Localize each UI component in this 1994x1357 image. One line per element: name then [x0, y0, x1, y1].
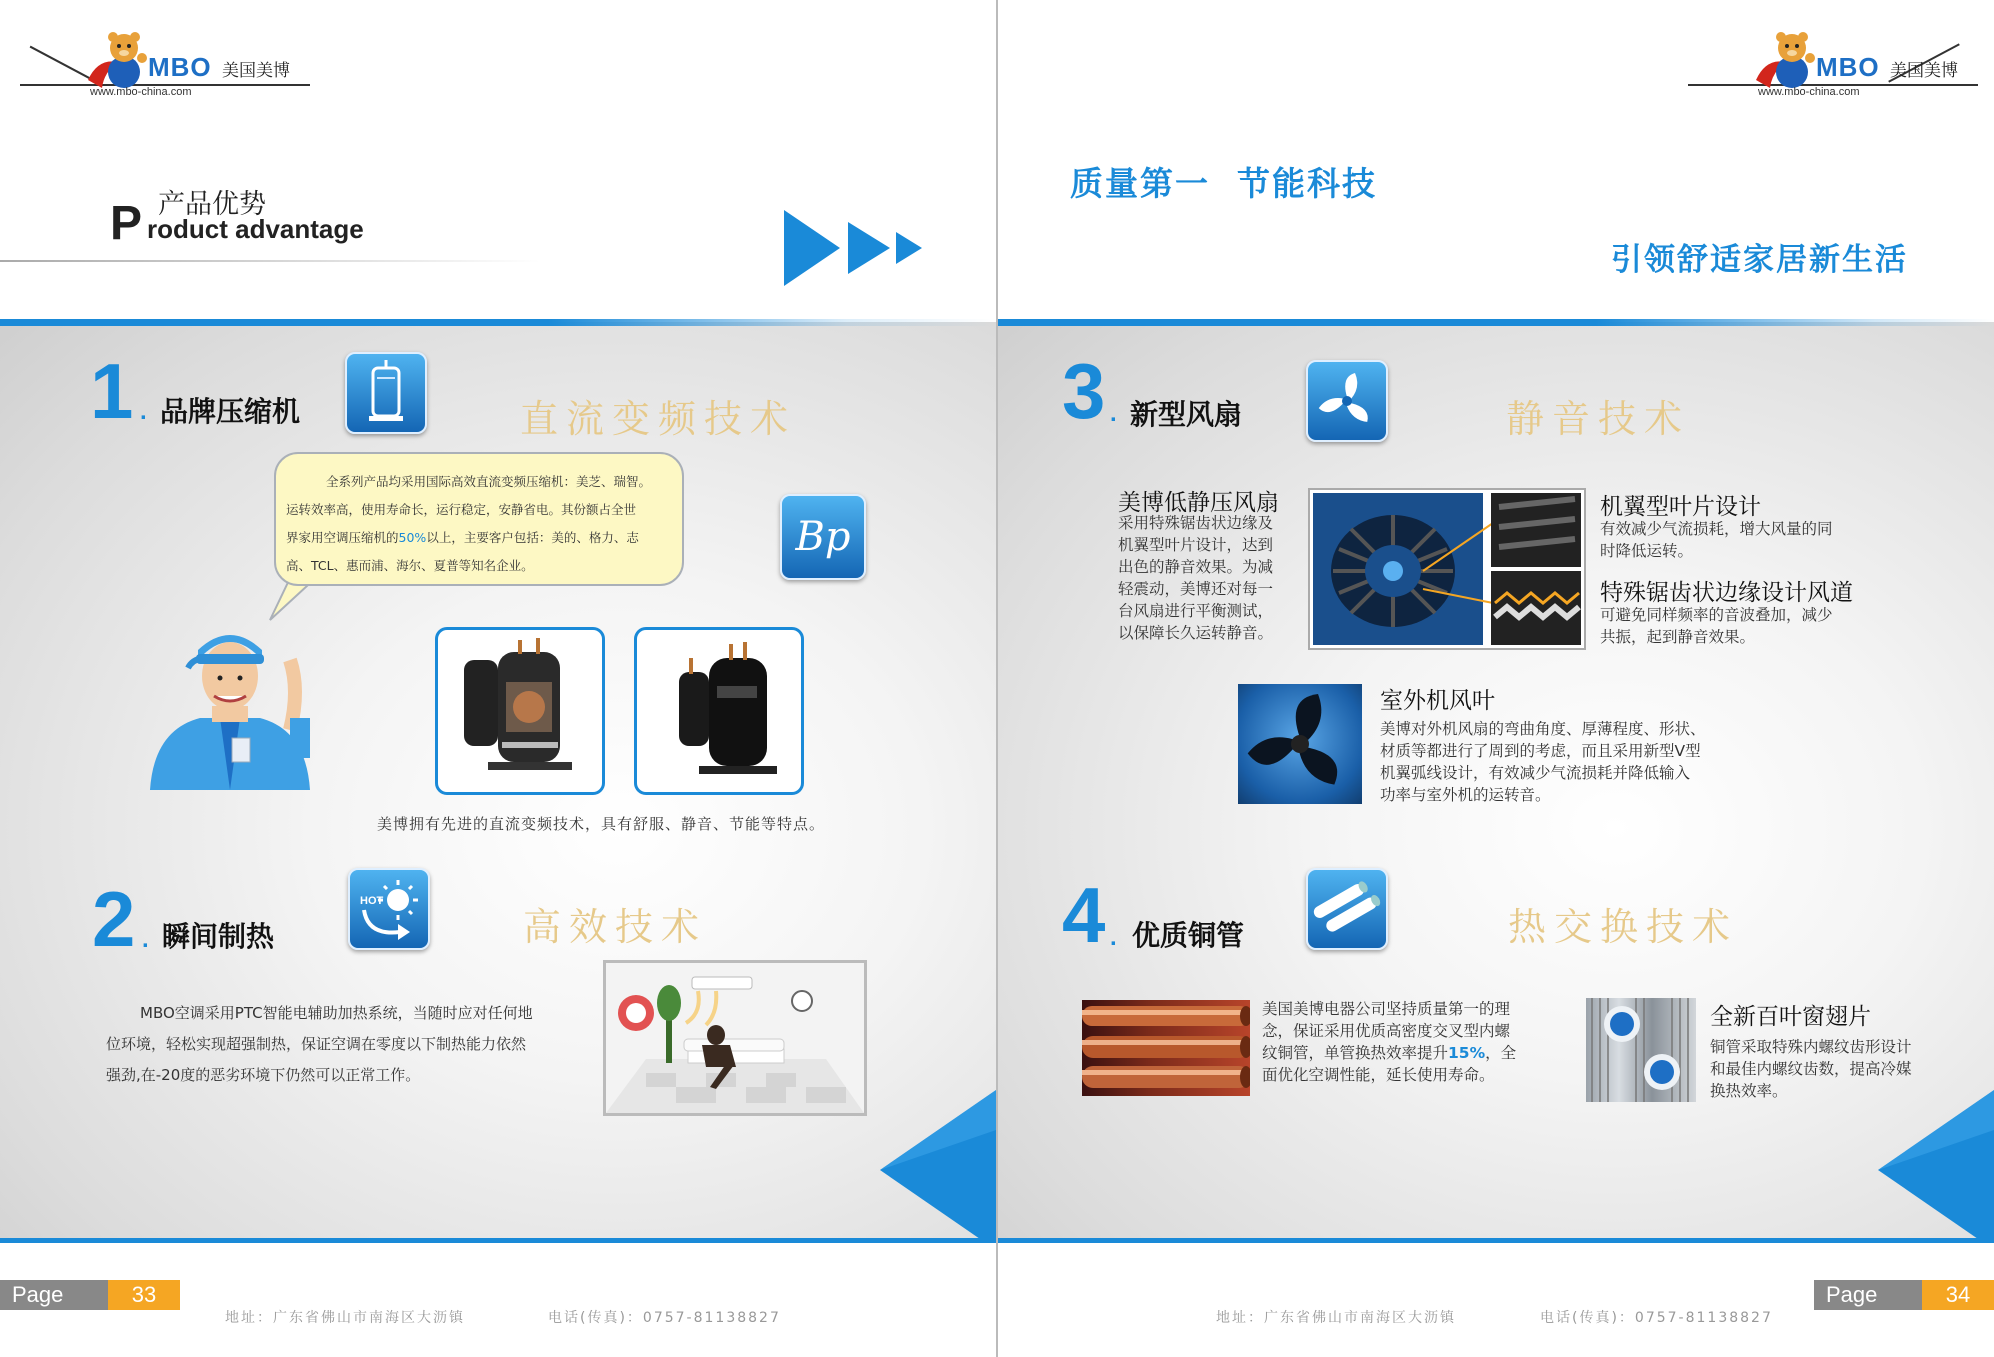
fan-photo-composite	[1308, 488, 1586, 650]
page-word: Page	[0, 1280, 108, 1310]
section-4-number: 4	[1062, 871, 1106, 959]
bear-mascot-icon	[84, 28, 152, 92]
section-2-tech: 高效技术	[523, 905, 708, 949]
section-1-tech: 直流变频技术	[520, 397, 797, 441]
bubble-line-2: 运转效率高，使用寿命长，运行稳定，安静省电。其份额占全世	[286, 502, 637, 517]
compressor-photo-2	[634, 627, 804, 795]
section-1-dot: .	[140, 398, 147, 425]
copper-description: 美国美博电器公司坚持质量第一的理 念，保证采用优质高密度交叉型内螺 纹铜管，单管换热效率提升15%，全 面优化空调性能，延长使用寿命。	[1262, 1000, 1517, 1084]
copper-pipe-icon	[1306, 868, 1388, 950]
section-3-tech: 静音技术	[1506, 397, 1691, 441]
section-2-title: 瞬间制热	[162, 920, 275, 953]
fins-title: 全新百叶窗翅片	[1710, 1004, 1871, 1030]
section-4-tech: 热交换技术	[1508, 905, 1739, 949]
header-divider	[0, 319, 996, 326]
serrated-title: 特殊锯齿状边缘设计风道	[1600, 580, 1853, 606]
footer-address: 地址：广东省佛山市南海区大沥镇	[225, 1310, 465, 1326]
footer-phone: 电话(传真)：0757-81138827	[548, 1310, 781, 1326]
bubble-line-3: 界家用空调压缩机的50%以上，主要客户包括：美的、格力、志	[286, 530, 639, 545]
compressor-photo-1	[435, 627, 605, 795]
compressor-caption: 美博拥有先进的直流变频技术，具有舒服、静音、节能等特点。	[377, 815, 826, 833]
fan-title: 美博低静压风扇	[1118, 490, 1279, 516]
hot-sun-icon	[348, 868, 430, 950]
section-4-dot: .	[1110, 924, 1117, 951]
section-3-number: 3	[1062, 347, 1106, 435]
left-page	[0, 0, 996, 1357]
logo-url: www.mbo-china.com	[1758, 86, 1860, 98]
slogan-quality: 质量第一 节能科技	[1070, 164, 1377, 203]
fan-icon	[1306, 360, 1388, 442]
section-3-dot: .	[1110, 400, 1117, 427]
corner-arrow-icon	[1878, 1090, 1994, 1250]
heating-description: MBO空调采用PTC智能电辅助加热系统，当随时应对任何地 位环境，轻松实现超强制热，保证空调在零度以下制热能力依然 强劲,在-20度的恶劣环境下仍然可以正常工作。	[106, 1004, 533, 1084]
bp-logo-icon: Bp	[780, 494, 866, 580]
fan-description: 采用特殊锯齿状边缘及 机翼型叶片设计，达到 出色的静音效果。为减 轻震动，美博还对每一 台风扇进行平衡测试， 以保障长久运转静音。	[1118, 514, 1274, 642]
page-label	[0, 1280, 180, 1310]
section-3-title: 新型风扇	[1130, 398, 1243, 431]
brand-logo	[1688, 22, 1988, 102]
technician-illustration	[140, 610, 320, 790]
louver-fins-photo	[1586, 998, 1696, 1102]
page-title-en: roduct advantage	[147, 214, 364, 244]
bubble-line-4: 高、TCL、惠而浦、海尔、夏普等知名企业。	[286, 558, 534, 573]
section-1-title: 品牌压缩机	[160, 395, 301, 428]
title-rule	[0, 260, 540, 262]
footer-phone: 电话(传真)：0757-81138827	[1540, 1310, 1773, 1326]
bear-mascot-icon	[1752, 28, 1820, 92]
copper-tubes-photo	[1082, 1000, 1250, 1096]
bubble-line-1: 全系列产品均采用国际高效直流变频压缩机：美芝、瑞智。	[326, 474, 652, 489]
right-page	[998, 0, 1994, 1357]
svg-text:HOT: HOT	[360, 895, 384, 907]
page-title-cn: 产品优势	[158, 189, 266, 220]
logo-cn: 美国美博	[1890, 61, 1958, 81]
section-2-dot: .	[142, 926, 149, 953]
logo-brand: MBO	[1816, 52, 1880, 82]
section-4-title: 优质铜管	[1132, 919, 1245, 952]
section-1-number: 1	[90, 347, 134, 435]
logo-brand: MBO	[148, 52, 212, 82]
slogan-lifestyle: 引领舒适家居新生活	[1611, 242, 1908, 278]
compressor-icon	[345, 352, 427, 434]
compressor-speech-bubble	[274, 452, 684, 586]
outdoor-title: 室外机风叶	[1380, 688, 1495, 714]
page-word: Page	[1814, 1280, 1922, 1310]
blade-title: 机翼型叶片设计	[1600, 494, 1761, 520]
corner-arrow-icon	[880, 1090, 996, 1250]
footer-address: 地址：广东省佛山市南海区大沥镇	[1216, 1310, 1456, 1326]
logo-cn: 美国美博	[222, 61, 290, 81]
forward-arrows-icon	[784, 208, 924, 288]
page-number: 34	[1922, 1280, 1994, 1310]
serrated-description: 可避免同样频率的音波叠加，减少 共振，起到静音效果。	[1600, 606, 1833, 646]
room-heating-photo	[603, 960, 867, 1116]
blade-description: 有效减少气流损耗，增大风量的同 时降低运转。	[1600, 520, 1833, 560]
page-label	[1814, 1280, 1994, 1310]
fins-description: 铜管采取特殊内螺纹齿形设计 和最佳内螺纹齿数，提高冷媒 换热效率。	[1710, 1038, 1912, 1100]
header-divider	[998, 319, 1994, 326]
section-2-number: 2	[92, 875, 136, 963]
outdoor-description: 美博对外机风扇的弯曲角度、厚薄程度、形状、 材质等都进行了周到的考虑，而且采用新型V型 机翼弧线设计，有效减少气流损耗并降低输入 功率与室外机的运转音。	[1380, 720, 1706, 804]
page-title-initial: P	[110, 197, 143, 250]
page-number: 33	[108, 1280, 180, 1310]
outdoor-fan-photo	[1238, 684, 1362, 804]
brand-logo	[20, 22, 320, 102]
logo-url: www.mbo-china.com	[90, 86, 192, 98]
